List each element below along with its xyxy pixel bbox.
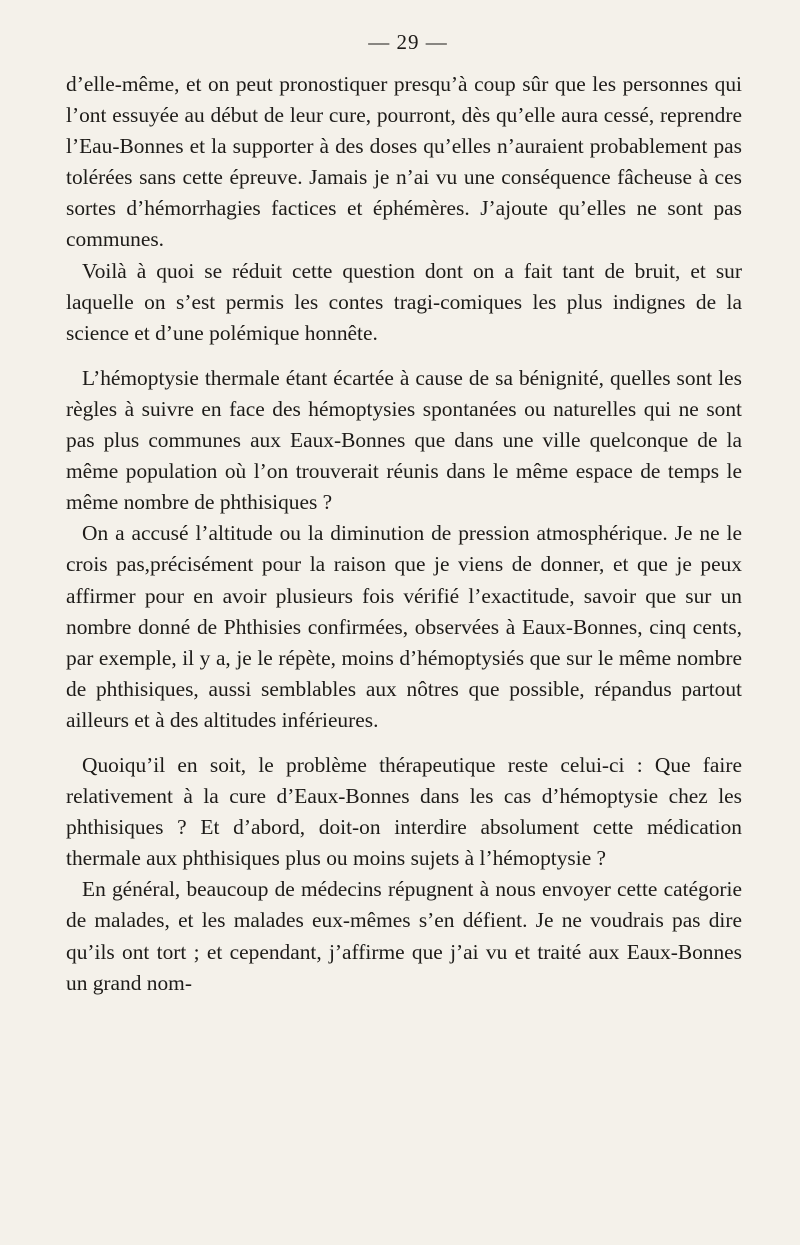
paragraph-4: On a accusé l’altitude ou la diminution de pression atmosphérique. Je ne le crois pas,précisément pour la raison que je viens de donner, et que je peux affirmer pour en avoir plusieurs fois vérifié l’exactitude, savoir que sur un nombre donné de Phthisies confirmées, observées à Eaux-Bonnes, cinq cents, par exemple, il y a, je le répète, moins d’hémoptysiés que sur le même nombre de phthisiques, aussi semblables aux nôtres que possible, répandus partout ailleurs et à des altitudes inférieures. [66, 521, 742, 732]
paragraph-6: En général, beaucoup de médecins répugnent à nous envoyer cette catégorie de malades, et les malades eux-mêmes s’en défient. Je ne voudrais pas dire qu’ils ont tort ; et cependant, j’affirme que j’ai vu et traité aux Eaux-Bonnes un grand nom- [66, 877, 742, 995]
paragraph-1: d’elle-même, et on peut pronostiquer presqu’à coup sûr que les personnes qui l’ont essuyée au début de leur cure, pourront, dès qu’elle aura cessé, reprendre l’Eau-Bonnes et la supporter à des doses qu’elles n’auraient probablement pas tolérées sans cette épreuve. Jamais je n’ai vu une conséquence fâcheuse à ces sortes d’hémorrhagies factices et éphémères. J’ajoute qu’elles ne sont pas communes. [66, 72, 742, 252]
paragraph-5: Quoiqu’il en soit, le problème thérapeutique reste celui-ci : Que faire relativement à la cure d’Eaux-Bonnes dans les cas d’hémoptysie chez les phthisiques ? Et d’abord, doit-on interdire absolument cette médication thermale aux phthisiques plus ou moins sujets à l’hémoptysie ? [66, 752, 742, 871]
paragraph-2: Voilà à quoi se réduit cette question dont on a fait tant de bruit, et sur laquelle on s’est permis les contes tragi-comiques les plus indignes de la science et d’une polémique honnête. [66, 258, 742, 345]
paragraph-3: L’hémoptysie thermale étant écartée à cause de sa bénignité, quelles sont les règles à suivre en face des hémoptysies spontanées ou naturelles qui ne sont pas plus communes aux Eaux-Bonnes que dans une ville quelconque de la même population où l’on trouverait réunis dans le même espace de temps le même nombre de phthisiques ? [66, 365, 742, 515]
page-number: — 29 — [368, 30, 448, 54]
document-page [66, 30, 742, 999]
